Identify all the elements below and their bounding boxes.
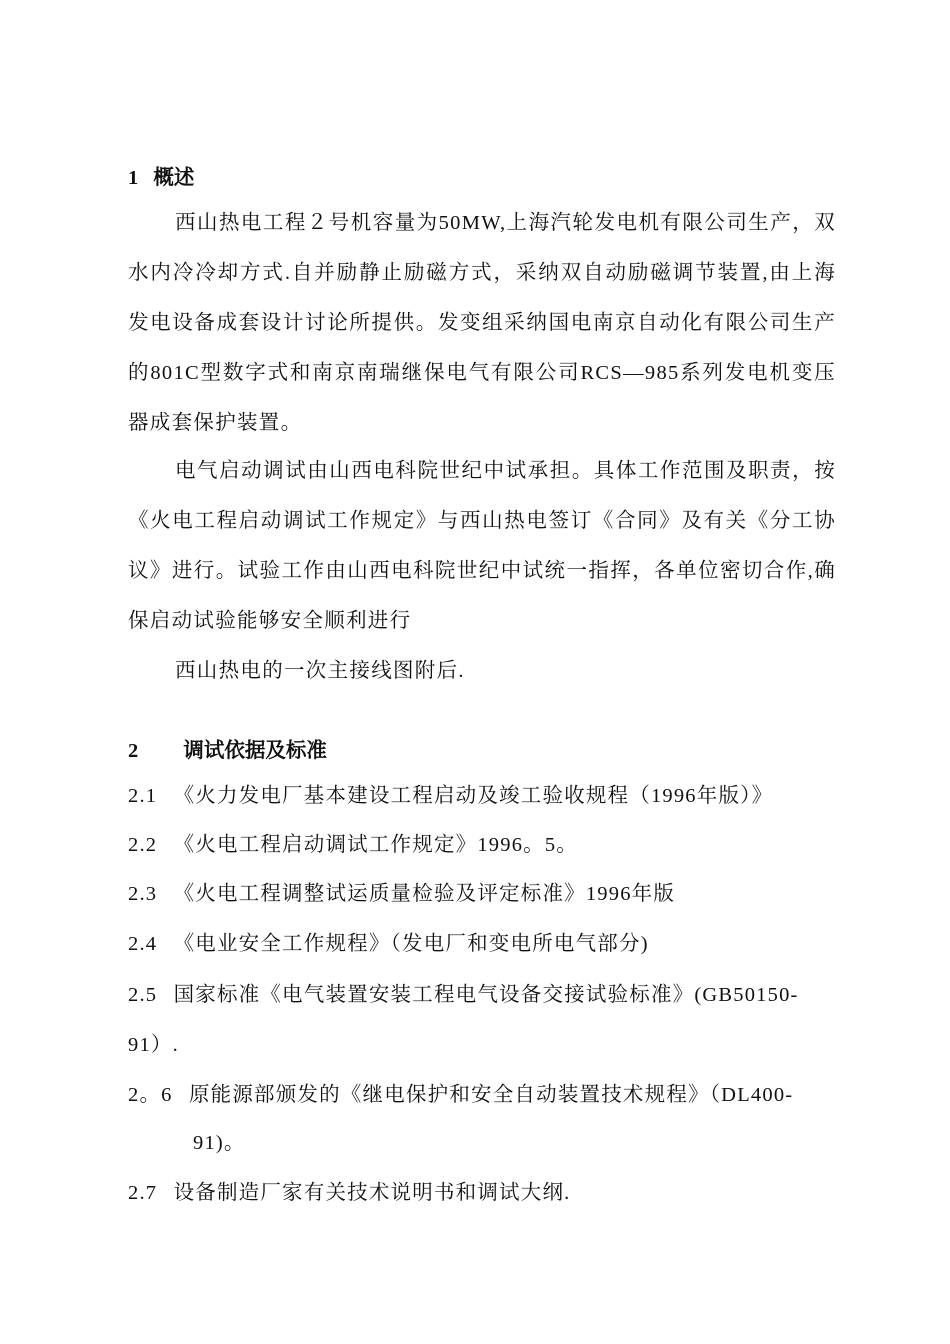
item-number: 2.3 — [128, 883, 158, 905]
paragraph-wiring-note: 西山热电的一次主接线图附后. — [175, 660, 465, 682]
item-text: 《火电工程启动调试工作规定》1996。5。 — [173, 834, 579, 856]
section-title: 调试依据及标准 — [183, 740, 327, 762]
section-number: 2 — [128, 740, 139, 762]
item-text: 国家标准《电气装置安装工程电气设备交接试验标准》(GB50150- — [173, 984, 799, 1006]
section-2-heading — [128, 733, 327, 763]
section-number: 1 — [128, 167, 139, 189]
item-text: 《火力发电厂基本建设工程启动及竣工验收规程（1996年版）》 — [173, 785, 774, 807]
list-item — [128, 820, 838, 870]
list-item — [128, 771, 838, 821]
item-number: 2.2 — [128, 834, 158, 856]
list-item-continuation: 91)。 — [193, 1132, 246, 1154]
item-number: 2.5 — [128, 984, 158, 1006]
item-number: 2.7 — [128, 1182, 158, 1204]
list-item — [128, 1168, 838, 1218]
item-text: 《火电工程调整试运质量检验及评定标准》1996年版 — [173, 883, 676, 905]
item-number: 2.4 — [128, 933, 158, 955]
section-title: 概述 — [153, 167, 195, 189]
item-number: 2。6 — [128, 1084, 173, 1106]
list-item — [128, 869, 838, 919]
paragraph-commissioning: 电气启动调试由山西电科院世纪中试承担。具体工作范围及职责，按《火电工程启动调试工作规定》与西山热电签订《合同》及有关《分工协议》进行。试验工作由山西电科院世纪中试统一指挥，各单位密切合作,确保启动试验能够安全顺利进行 — [128, 460, 836, 632]
paragraph-overview: 西山热电工程２号机容量为50MW,上海汽轮发电机有限公司生产，双水内冷冷却方式.自并励静止励磁方式，采纳双自动励磁调节装置,由上海发电设备成套设计讨论所提供。发变组采纳国电南京自动化有限公司生产的801C型数字式和南京南瑞继保电气有限公司RCS—985系列发电机变压器成套保护装置。 — [128, 212, 836, 434]
item-text: 原能源部颁发的《继电保护和安全自动装置技术规程》（DL400- — [188, 1084, 794, 1106]
item-number: 2.1 — [128, 785, 158, 807]
list-item-continuation: 91）. — [128, 1034, 179, 1056]
section-1-heading — [128, 160, 194, 190]
list-item — [128, 919, 838, 969]
item-text: 《电业安全工作规程》（发电厂和变电所电气部分) — [173, 933, 649, 955]
item-text: 设备制造厂家有关技术说明书和调试大纲. — [173, 1182, 571, 1204]
list-item — [128, 970, 838, 1020]
list-item — [128, 1070, 838, 1120]
